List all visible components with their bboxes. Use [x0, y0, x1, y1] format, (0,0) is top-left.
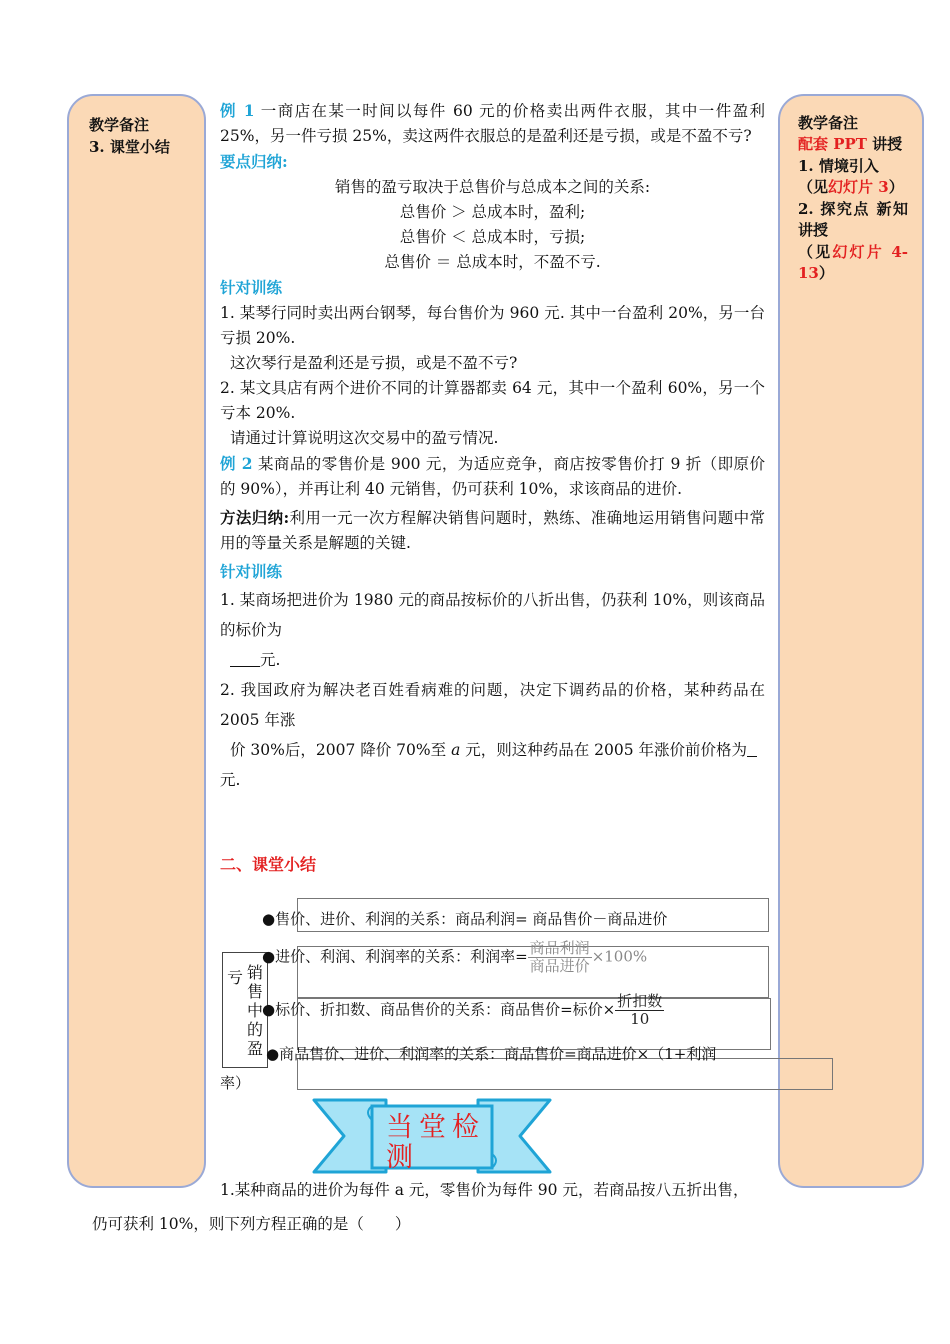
note-item-1-close: ）	[888, 178, 904, 196]
right-notes-panel	[778, 94, 924, 1188]
left-panel-line: 3. 课堂小结	[89, 138, 170, 156]
ppt-suffix: 讲授	[866, 135, 903, 153]
example-1	[220, 98, 765, 149]
training-1-q2: 2. 某文具店有两个进价不同的计算器都卖 64 元，其中一个盈利 60%，另一个亏本 20%.	[220, 379, 765, 422]
method-label: 方法归纳:	[220, 508, 290, 527]
note-item-2-open: （见	[798, 242, 833, 261]
example-1-text: 一商店在某一时间以每件 60 元的价格卖出两件衣服，其中一件盈利 25%，另一件亏损 25%，卖这两件衣服总的是盈利还是亏损，或是不盈不亏?	[220, 102, 765, 145]
quiz-question-1: 1.某种商品的进价为每件 a 元，零售价为每件 90 元，若商品按八五折出售，	[220, 1181, 749, 1199]
variable-a: a	[451, 741, 461, 759]
training-2-q2b-post: 元，则这种药品在 2005 年涨价前价格为	[460, 741, 748, 759]
training-2-q2b	[220, 735, 765, 765]
ppt-label: 配套 PPT	[798, 135, 867, 153]
training-1-q2b: 请通过计算说明这次交易中的盈亏情况.	[230, 429, 499, 447]
training-2-q1-answer	[220, 645, 765, 675]
note-item-1-open: （见	[798, 178, 829, 196]
summary-title: 二、课堂小结	[220, 855, 317, 874]
percent-factor: ×100%	[591, 947, 648, 966]
training-2-q2b-pre: 价 30%后，2007 降价 70%至	[230, 741, 452, 759]
discount-fraction	[615, 993, 664, 1028]
summary-side-char: 亏	[227, 968, 244, 987]
training-2-q1: 1. 某商场把进价为 1980 元的商品按标价的八折出售，仍获利 10%，则该商品的标价为	[220, 591, 765, 639]
fraction-numerator: 折扣数	[617, 992, 663, 1010]
key-line-2: 总售价 ＞ 总成本时，盈利;	[399, 203, 586, 221]
note-item-2-close: ）	[818, 264, 834, 282]
example-2-text: 某商品的零售价是 900 元，为适应竞争，商店按零售价打 9 折（即原价的 90%），并再让利 40 元销售，仍可获利 10%，求该商品的进价.	[220, 455, 765, 498]
note-item-2: 2. 探究点 新知讲授	[798, 199, 908, 239]
example-1-label: 例 1	[220, 101, 255, 120]
summary-side-text: 销售中的盈	[246, 963, 263, 1058]
quiz-question-1-cont: 仍可获利 10%，则下列方程正确的是（ ）	[92, 1215, 411, 1233]
note-item-1: 1. 情境引入	[798, 156, 879, 175]
training-2-q1-unit: 元.	[260, 651, 281, 669]
key-line-1: 销售的盈亏取决于总售价与总成本之间的关系:	[334, 178, 651, 196]
right-panel-content	[798, 134, 908, 285]
example-2	[220, 451, 765, 502]
summary-row-2	[262, 940, 647, 975]
training-1-q1b: 这次琴行是盈利还是亏损，或是不盈不亏?	[230, 354, 518, 372]
example-2-label: 例 2	[220, 454, 253, 473]
right-panel-title: 教学备注	[798, 114, 859, 132]
answer-blank[interactable]	[230, 650, 260, 667]
main-content	[220, 98, 765, 795]
training-2-q2: 2. 我国政府为解决老百姓看病难的问题，决定下调药品的价格，某种药品在 2005 年涨	[220, 681, 765, 729]
slide-ref-2: 幻灯片 4-13	[798, 242, 908, 282]
key-points-label: 要点归纳:	[220, 152, 288, 171]
profit-rate-fraction	[528, 940, 592, 975]
summary-row-3	[262, 993, 664, 1028]
slide-ref-1: 幻灯片 3	[828, 178, 889, 196]
training-1-q1: 1. 某琴行同时卖出两台钢琴，每台售价为 960 元. 其中一台盈利 20%，另一台亏损 20%.	[220, 304, 765, 347]
training-2-q2-unit: 元.	[220, 771, 241, 789]
key-line-3: 总售价 ＜ 总成本时，亏损;	[399, 228, 586, 246]
key-line-4: 总售价 ＝ 总成本时，不盈不亏.	[384, 253, 601, 271]
answer-blank[interactable]	[747, 740, 757, 757]
summary-row-4b: 率）	[220, 1074, 251, 1092]
method-text: 利用一元一次方程解决销售问题时，熟练、准确地运用销售问题中常用的等量关系是解题的关键.	[220, 509, 765, 552]
banner-title: 当堂检测	[386, 1112, 485, 1173]
fraction-denominator: 10	[630, 1010, 650, 1028]
summary-row-4: ●商品售价、进价、利润率的关系：商品售价=商品进价×（1+利润	[266, 1045, 717, 1063]
left-notes-panel	[67, 94, 206, 1188]
summary-row-2-label: ●进价、利润、利润率的关系：利润率=	[262, 947, 528, 966]
summary-row-1: ●售价、进价、利润的关系：商品利润= 商品售价－商品进价	[262, 910, 668, 928]
method-summary	[220, 505, 765, 556]
summary-row-3-label: ●标价、折扣数、商品售价的关系：商品售价=标价×	[262, 1000, 616, 1019]
left-panel-title: 教学备注	[89, 116, 150, 134]
training-2-label: 针对训练	[220, 562, 283, 581]
fraction-denominator: 商品进价	[529, 957, 590, 975]
training-1-label: 针对训练	[220, 278, 283, 297]
fraction-numerator: 商品利润	[529, 939, 590, 957]
